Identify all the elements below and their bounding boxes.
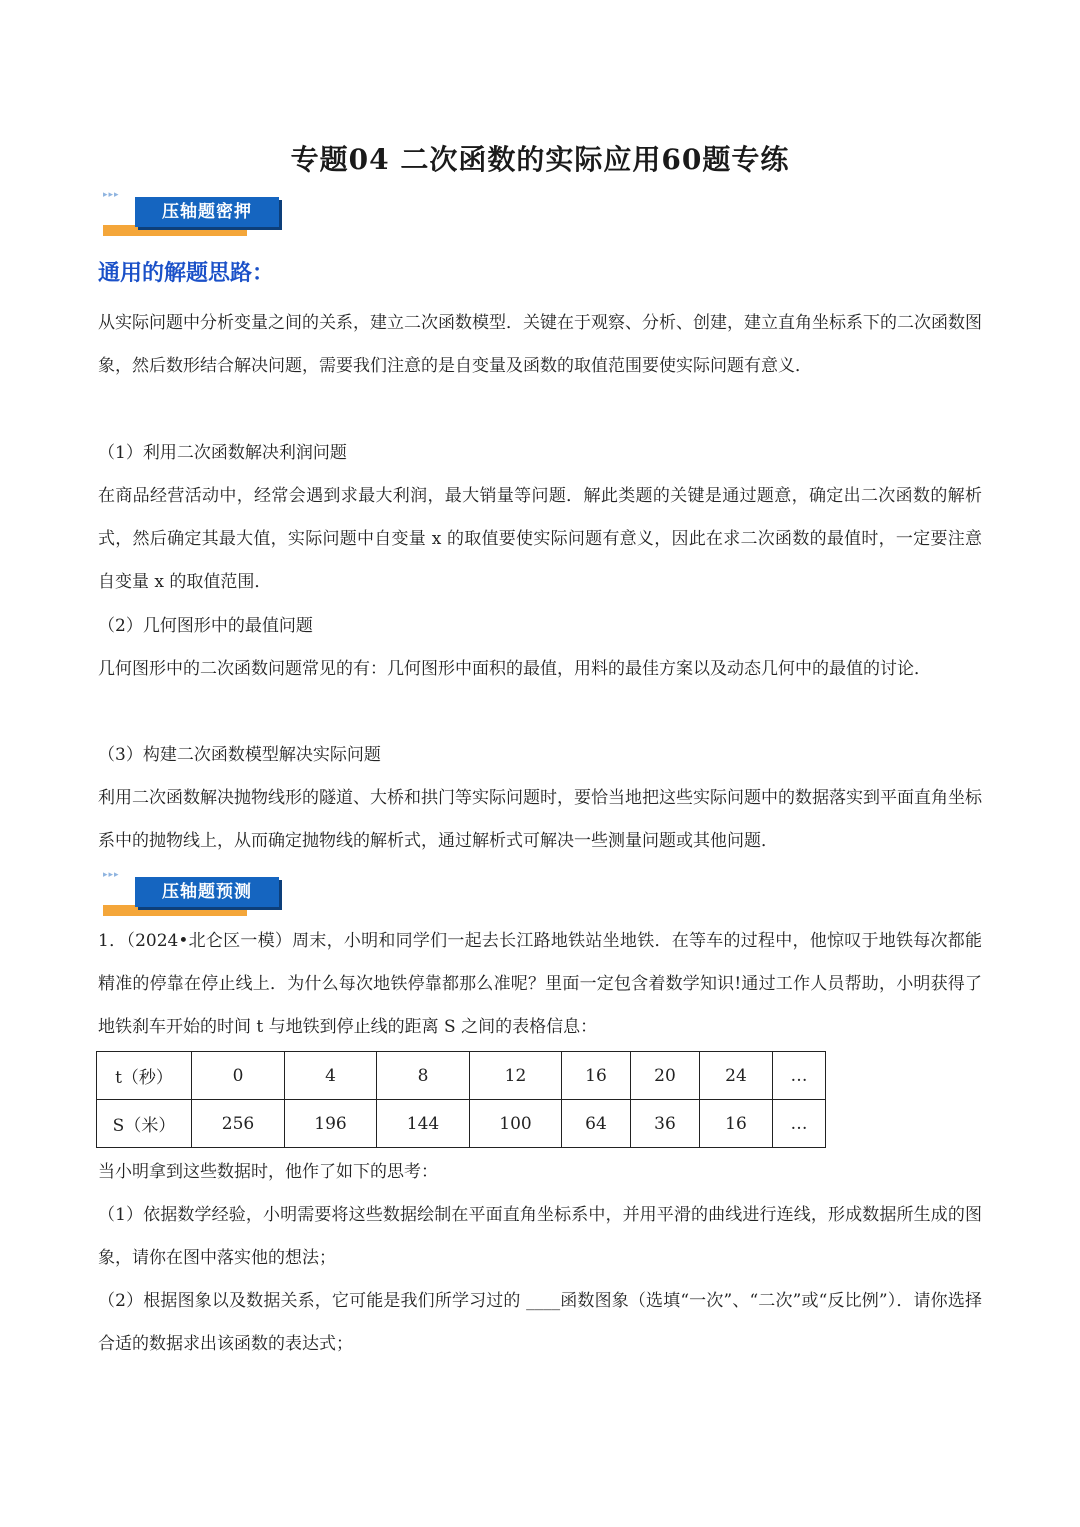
section-badge-2 xyxy=(103,870,283,916)
problem-stem: 1．（2024•北仑区一模）周末，小明和同学们一起去长江路地铁站坐地铁．在等车的过程中，他惊叹于地铁每次都能精准的停靠在停止线上．为什么每次地铁停靠都那么准呢？里面一定包含着数学知识!通过工作人员帮助，小明获得了地铁刹车开始的时间 t 与地铁到停止线的距离 S 之间的表格信息： xyxy=(98,931,982,1037)
table-cell: … xyxy=(773,1052,826,1100)
arrow-dots-icon: ▸▸▸ xyxy=(103,190,120,200)
table-cell: 4 xyxy=(285,1052,377,1100)
badge-label: 压轴题预测 xyxy=(135,877,279,907)
table-cell: 12 xyxy=(470,1052,562,1100)
table-row xyxy=(97,1052,826,1100)
table-cell: 256 xyxy=(192,1100,285,1148)
intro-paragraph: 从实际问题中分析变量之间的关系，建立二次函数模型．关键在于观察、分析、创建，建立直角坐标系下的二次函数图象，然后数形结合解决问题，需要我们注意的是自变量及函数的取值范围要使实际问题有意义． xyxy=(98,313,982,376)
question-1: （1）依据数学经验，小明需要将这些数据绘制在平面直角坐标系中，并用平滑的曲线进行连线，形成数据所生成的图象，请你在图中落实他的想法； xyxy=(98,1205,982,1268)
table-cell: 144 xyxy=(377,1100,470,1148)
table-cell: 24 xyxy=(700,1052,773,1100)
question-2: （2）根据图象以及数据关系，它可能是我们所学习过的 ____函数图象（选填“一次”、“二次”或“反比例”）．请你选择合适的数据求出该函数的表达式； xyxy=(98,1291,982,1354)
section-2-heading: （2）几何图形中的最值问题 xyxy=(98,616,313,636)
table-cell: 196 xyxy=(285,1100,377,1148)
table-row xyxy=(97,1100,826,1148)
table-row-header: t（秒） xyxy=(97,1052,192,1100)
section-1-heading: （1）利用二次函数解决利润问题 xyxy=(98,443,347,463)
table-cell: 100 xyxy=(470,1100,562,1148)
section-3-body: 利用二次函数解决抛物线形的隧道、大桥和拱门等实际问题时，要恰当地把这些实际问题中的数据落实到平面直角坐标系中的抛物线上，从而确定抛物线的解析式，通过解析式可解决一些测量问题或其他问题． xyxy=(98,788,982,851)
table-cell: 64 xyxy=(562,1100,631,1148)
table-cell: 0 xyxy=(192,1052,285,1100)
table-cell: … xyxy=(773,1100,826,1148)
section-badge-1 xyxy=(103,190,283,236)
after-table-text: 当小明拿到这些数据时，他作了如下的思考： xyxy=(98,1162,438,1182)
table-cell: 36 xyxy=(631,1100,700,1148)
table-row-header: S（米） xyxy=(97,1100,192,1148)
section-1-body: 在商品经营活动中，经常会遇到求最大利润，最大销量等问题．解此类题的关键是通过题意，确定出二次函数的解析式，然后确定其最大值，实际问题中自变量 x 的取值要使实际问题有意义，因此在求二次函数的最值时，一定要注意自变量 x 的取值范围． xyxy=(98,486,982,592)
arrow-dots-icon: ▸▸▸ xyxy=(103,870,120,880)
table-cell: 16 xyxy=(562,1052,631,1100)
section-heading: 通用的解题思路： xyxy=(98,261,275,286)
table-cell: 20 xyxy=(631,1052,700,1100)
badge-label: 压轴题密押 xyxy=(135,197,279,227)
section-2-body: 几何图形中的二次函数问题常见的有：几何图形中面积的最值，用料的最佳方案以及动态几何中的最值的讨论． xyxy=(98,659,931,679)
page-title: 专题04 二次函数的实际应用60题专练 xyxy=(290,143,790,176)
section-3-heading: （3）构建二次函数模型解决实际问题 xyxy=(98,745,381,765)
table-cell: 8 xyxy=(377,1052,470,1100)
data-table xyxy=(96,1051,826,1148)
table-cell: 16 xyxy=(700,1100,773,1148)
